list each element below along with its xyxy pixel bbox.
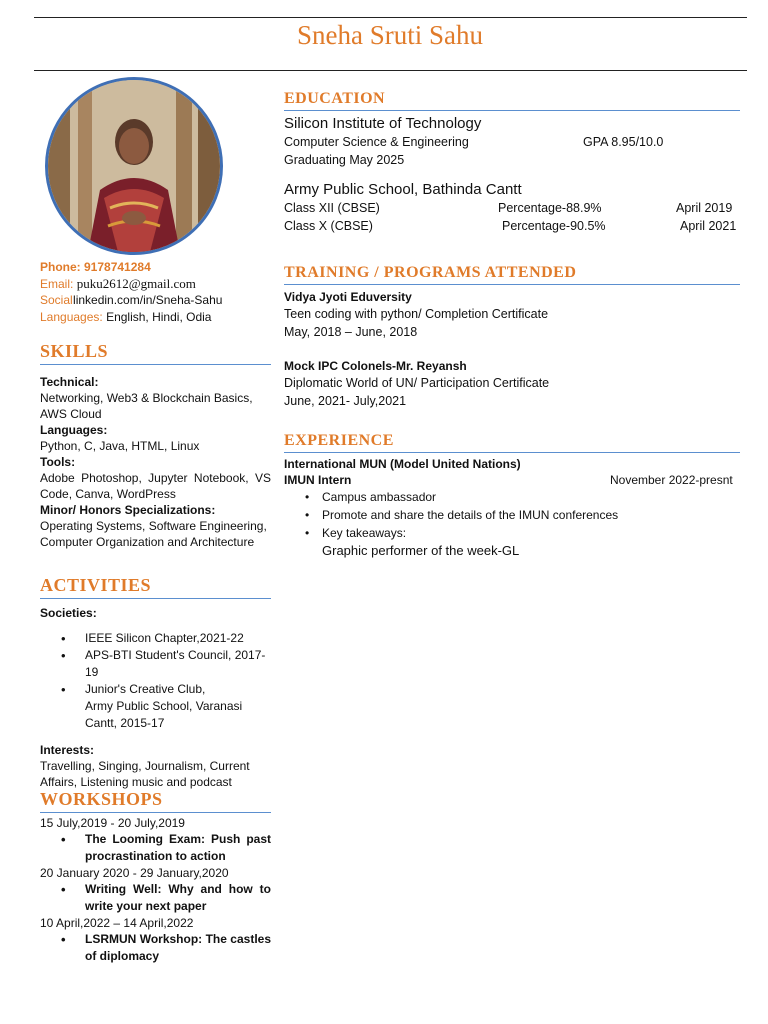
languages-label: Languages:: [40, 309, 103, 324]
training-dates: May, 2018 – June, 2018: [284, 325, 418, 339]
experience-section: [284, 432, 740, 560]
training-dates-row: [284, 323, 740, 341]
skill-group-label: Minor/ Honors Specializations:: [40, 503, 216, 517]
profile-photo: [45, 77, 223, 255]
society-item-line: Army Public School, Varanasi Cantt, 2015-17: [85, 699, 243, 730]
education-section: [284, 90, 740, 235]
society-item: [40, 681, 271, 732]
society-item: • APS-BTI Student's Council, 2017-19: [40, 647, 271, 681]
training-dates-row: [284, 392, 740, 410]
skill-group-text: Adobe Photoshop, Jupyter Notebook, VS Code, Canva, WordPress: [40, 471, 271, 501]
college-degree: Computer Science & Engineering: [284, 135, 469, 149]
skills-section: [40, 341, 271, 550]
school-class: Class X (CBSE): [284, 219, 373, 233]
social-link[interactable]: linkedin.com/in/Sneha-Sahu: [73, 293, 223, 307]
workshops-heading: WORKSHOPS: [40, 789, 271, 813]
training-org: Mock IPC Colonels-Mr. Reyansh: [284, 359, 467, 373]
workshop-date: 20 January 2020 - 29 January,2020: [40, 866, 229, 880]
society-item-line: Junior's Creative Club,: [85, 682, 206, 696]
school-row: [284, 199, 740, 217]
languages-value: English, Hindi, Odia: [106, 309, 212, 324]
social-label: Social: [40, 293, 73, 307]
experience-bullet: • Key takeaways:: [284, 524, 740, 542]
experience-role-row: [284, 472, 740, 488]
candidate-name: Sneha Sruti Sahu: [297, 20, 483, 50]
society-item: • IEEE Silicon Chapter,2021-22: [40, 630, 271, 647]
school-date: April 2021: [680, 219, 737, 233]
experience-dates: November 2022-presnt: [610, 473, 733, 487]
experience-heading: EXPERIENCE: [284, 432, 740, 453]
school-date: April 2019: [676, 201, 733, 215]
school-percentage: Percentage-88.9%: [498, 201, 602, 215]
school-class: Class XII (CBSE): [284, 201, 380, 215]
phone-text: Phone: 9178741284: [40, 260, 151, 274]
top-rule: [34, 17, 747, 18]
profile-photo-image: [48, 80, 220, 252]
workshops-section: [40, 789, 271, 965]
skill-group-text: Operating Systems, Software Engineering, Computer Organization and Architecture: [40, 519, 267, 549]
email-label: Email:: [40, 276, 74, 291]
interests-text: Travelling, Singing, Journalism, Current Affairs, Listening music and podcast: [40, 759, 250, 789]
school-name: Army Public School, Bathinda Cantt: [284, 181, 522, 198]
school-percentage: Percentage-90.5%: [502, 219, 606, 233]
training-desc: Diplomatic World of UN/ Participation Certificate: [284, 376, 550, 390]
training-desc-row: [284, 305, 740, 323]
skill-group-text: Networking, Web3 & Blockchain Basics, AWS Cloud: [40, 391, 253, 421]
contact-block: [40, 259, 280, 325]
workshop-date: 10 April,2022 – 14 April,2022: [40, 916, 194, 930]
school-row: [284, 217, 740, 235]
email-value[interactable]: puku2612@gmail.com: [76, 275, 196, 291]
experience-takeaway: Graphic performer of the week-GL: [322, 543, 520, 558]
header-rule: [34, 70, 747, 71]
languages: [40, 309, 280, 326]
experience-bullet: • Campus ambassador: [284, 488, 740, 506]
experience-role: IMUN Intern: [284, 473, 352, 487]
phone: [40, 259, 280, 276]
skills-heading: SKILLS: [40, 341, 271, 365]
training-desc: Teen coding with python/ Completion Certificate: [284, 307, 549, 321]
email: [40, 276, 280, 293]
activities-section: [40, 575, 271, 790]
training-desc-row: [284, 374, 740, 392]
college-degree-row: [284, 133, 740, 151]
societies-label: Societies:: [40, 606, 97, 620]
social: [40, 292, 280, 309]
experience-bullet: • Promote and share the details of the IMUN conferences: [284, 506, 740, 524]
skill-group-label: Technical:: [40, 375, 99, 389]
skill-group-text: Python, C, Java, HTML, Linux: [40, 439, 200, 453]
training-section: [284, 264, 740, 410]
education-heading: EDUCATION: [284, 90, 740, 111]
interests-label: Interests:: [40, 743, 95, 757]
college-grad-row: [284, 151, 740, 169]
workshop-title: • The Looming Exam: Push past procrastination to action: [40, 831, 271, 865]
workshop-date: 15 July,2019 - 20 July,2019: [40, 816, 185, 830]
college-grad: Graduating May 2025: [284, 153, 405, 167]
workshop-title: • Writing Well: Why and how to write your next paper: [40, 881, 271, 915]
training-heading: TRAINING / PROGRAMS ATTENDED: [284, 264, 740, 285]
college-gpa: GPA 8.95/10.0: [583, 135, 664, 149]
training-dates: June, 2021- July,2021: [284, 394, 407, 408]
experience-org: International MUN (Model United Nations): [284, 457, 521, 471]
training-org: Vidya Jyoti Eduversity: [284, 290, 412, 304]
skill-group-label: Languages:: [40, 423, 108, 437]
activities-heading: ACTIVITIES: [40, 575, 271, 599]
skill-group-label: Tools:: [40, 455, 76, 469]
college-name: Silicon Institute of Technology: [284, 115, 482, 132]
workshop-title: • LSRMUN Workshop: The castles of diplomacy: [40, 931, 271, 965]
